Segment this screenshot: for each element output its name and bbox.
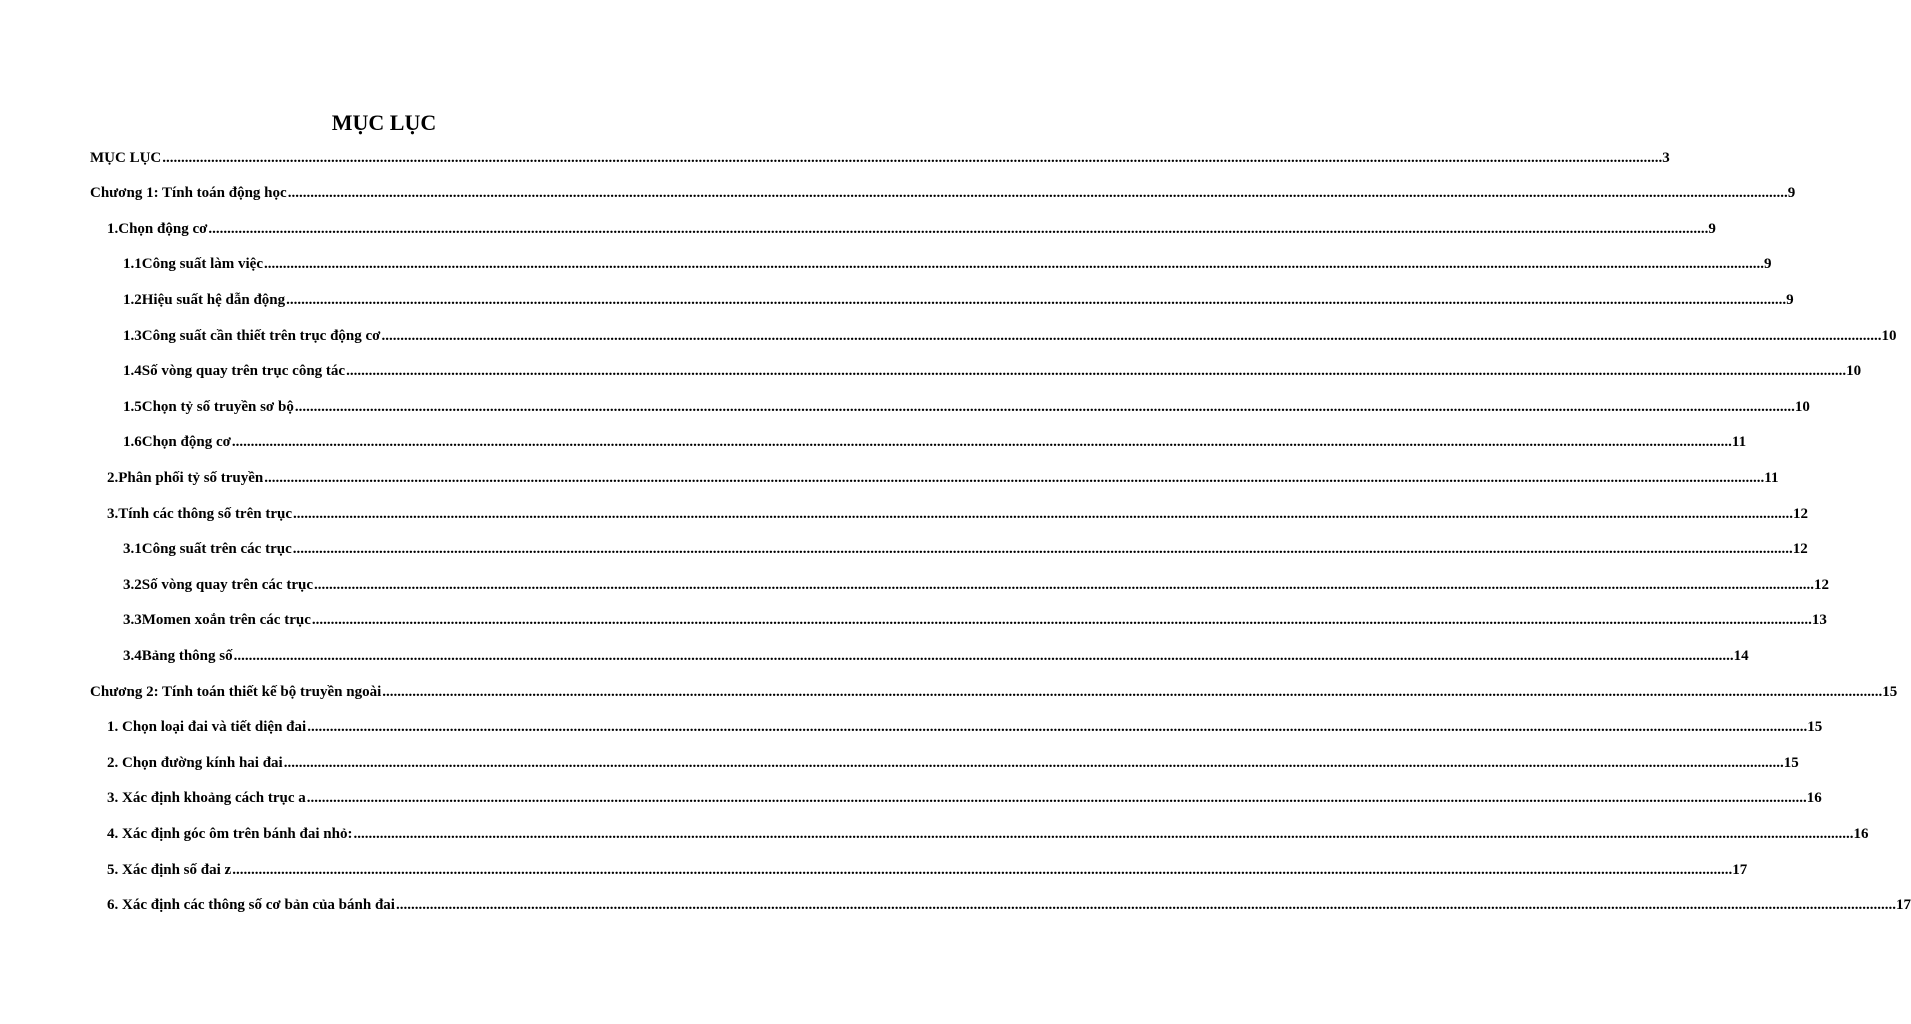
toc-entry-label: Công suất làm việc (141, 256, 263, 273)
toc-entry-page-number: 9 (1764, 256, 1772, 273)
toc-dot-leader: ................................................................................................................................................................................................................................................................................................................................................................................................................ (307, 719, 1808, 736)
toc-entry-number: 1.4 (123, 363, 142, 380)
toc-entry-label: Hiệu suất hệ dẫn động (141, 291, 286, 308)
toc-entry-label: 4. Xác định góc ôm trên bánh đai nhỏ: (107, 825, 353, 842)
toc-entry-label: 1. Chọn loại đai và tiết diện đai (107, 719, 307, 736)
toc-entry[interactable] (123, 389, 1810, 425)
toc-entry[interactable] (107, 496, 1808, 532)
toc-dot-leader: ................................................................................................................................................................................................................................................................................................................................................................................................................ (353, 825, 1854, 842)
toc-entry-label: Số vòng quay trên trục công tác (141, 363, 346, 380)
toc-dot-leader: ................................................................................................................................................................................................................................................................................................................................................................................................................ (233, 647, 1734, 664)
toc-entry-number: 1.2 (123, 291, 142, 308)
toc-dot-leader: ................................................................................................................................................................................................................................................................................................................................................................................................................ (162, 149, 1663, 166)
toc-entry[interactable] (107, 710, 1823, 746)
toc-entry-number: 2. (107, 469, 119, 486)
toc-entry[interactable] (123, 532, 1808, 568)
toc-dot-leader: ................................................................................................................................................................................................................................................................................................................................................................................................................ (294, 398, 1795, 415)
toc-entry[interactable] (107, 745, 1799, 781)
toc-entry-page-number: 11 (1731, 434, 1747, 451)
toc-dot-leader: ................................................................................................................................................................................................................................................................................................................................................................................................................ (314, 576, 1814, 593)
toc-dot-leader: ................................................................................................................................................................................................................................................................................................................................................................................................................ (382, 683, 1883, 700)
toc-entry[interactable] (123, 567, 1829, 603)
toc-entry-number: 3.1 (123, 541, 142, 558)
toc-dot-leader: ................................................................................................................................................................................................................................................................................................................................................................................................................ (231, 434, 1732, 451)
toc-dot-leader: ................................................................................................................................................................................................................................................................................................................................................................................................................ (287, 185, 1788, 202)
toc-entry-number: 1. (107, 220, 119, 237)
toc-entry-number: 3.3 (123, 612, 142, 629)
toc-dot-leader: ................................................................................................................................................................................................................................................................................................................................................................................................................ (293, 505, 1793, 522)
toc-entry-label: Tính các thông số trên trục (118, 505, 292, 522)
toc-dot-leader: ................................................................................................................................................................................................................................................................................................................................................................................................................ (346, 363, 1847, 380)
toc-entry-page-number: 12 (1792, 541, 1808, 558)
toc-entry-label: Chọn động cơ (118, 220, 208, 237)
toc-entry-page-number: 10 (1846, 363, 1862, 380)
toc-entry[interactable] (107, 211, 1716, 247)
toc-entry-page-number: 12 (1793, 505, 1808, 522)
toc-entry-page-number: 3 (1662, 149, 1670, 166)
toc-entry-number: 3. (107, 505, 119, 522)
toc-entry-number: 1.6 (123, 434, 142, 451)
toc-entry-page-number: 15 (1783, 754, 1799, 771)
toc-entry[interactable] (107, 460, 1779, 496)
toc-entry-page-number: 16 (1853, 825, 1869, 842)
toc-dot-leader: ................................................................................................................................................................................................................................................................................................................................................................................................................ (264, 469, 1765, 486)
toc-dot-leader: ................................................................................................................................................................................................................................................................................................................................................................................................................ (381, 327, 1882, 344)
toc-entry-page-number: 15 (1807, 719, 1823, 736)
toc-entry[interactable] (107, 816, 1869, 852)
toc-entry-label: Công suất cần thiết trên trục động cơ (141, 327, 381, 344)
toc-entry-page-number: 9 (1786, 291, 1794, 308)
toc-entry-label: Công suất trên các trục (141, 541, 292, 558)
toc-dot-leader: ................................................................................................................................................................................................................................................................................................................................................................................................................ (283, 754, 1784, 771)
toc-entry[interactable] (90, 140, 1670, 176)
toc-entry-label: 5. Xác định số đai z (107, 861, 232, 878)
toc-dot-leader: ................................................................................................................................................................................................................................................................................................................................................................................................................ (208, 220, 1709, 237)
toc-entry-page-number: 17 (1895, 897, 1911, 914)
toc-entry-page-number: 9 (1787, 185, 1796, 202)
toc-entry-page-number: 9 (1708, 220, 1716, 237)
toc-entry-page-number: 12 (1814, 576, 1829, 593)
toc-entry-page-number: 15 (1882, 683, 1898, 700)
toc-entry-page-number: 16 (1806, 790, 1822, 807)
toc-entry-label: 2. Chọn đường kính hai đai (107, 754, 283, 771)
toc-entry[interactable] (90, 674, 1898, 710)
toc-entry-page-number: 14 (1733, 647, 1749, 664)
toc-entry-page-number: 11 (1764, 469, 1779, 486)
toc-entry-page-number: 13 (1811, 612, 1827, 629)
toc-dot-leader: ................................................................................................................................................................................................................................................................................................................................................................................................................ (232, 861, 1733, 878)
toc-entry-number: 1.1 (123, 256, 142, 273)
toc-entry[interactable] (123, 638, 1749, 674)
toc-dot-leader: ................................................................................................................................................................................................................................................................................................................................................................................................................ (311, 612, 1812, 629)
toc-entry-label: 6. Xác định các thông số cơ bản của bánh đai (107, 897, 395, 914)
toc-entry-label: Bảng thông số (141, 647, 233, 664)
toc-entry-label: Chương 1: Tính toán động học (90, 185, 287, 202)
toc-entry-label: Chọn tỷ số truyền sơ bộ (141, 398, 294, 415)
toc-entry-label: 3. Xác định khoảng cách trục a (107, 790, 306, 807)
toc-entry[interactable] (123, 603, 1827, 639)
toc-entry[interactable] (123, 247, 1772, 283)
page-title: MỤC LỤC (331, 110, 437, 135)
toc-dot-leader: ................................................................................................................................................................................................................................................................................................................................................................................................................ (306, 790, 1807, 807)
toc-entry-label: MỤC LỤC (90, 149, 162, 166)
toc-entry[interactable] (123, 318, 1897, 354)
toc-entry[interactable] (123, 354, 1862, 390)
toc-entry-label: Chương 2: Tính toán thiết kế bộ truyền ngoài (90, 683, 382, 700)
toc-entry-number: 1.5 (123, 398, 142, 415)
toc-entry-label: Phân phối tỷ số truyền (118, 469, 264, 486)
toc-entry-label: Số vòng quay trên các trục (141, 576, 313, 593)
toc-dot-leader: ................................................................................................................................................................................................................................................................................................................................................................................................................ (264, 256, 1764, 273)
toc-entry[interactable] (107, 888, 1911, 924)
toc-entry[interactable] (123, 425, 1747, 461)
toc-entry-number: 3.4 (123, 647, 142, 664)
toc-entry-number: 3.2 (123, 576, 142, 593)
toc-entry-page-number: 10 (1794, 398, 1810, 415)
toc-entry-label: Momen xoắn trên các trục (141, 612, 311, 629)
toc-entry[interactable] (107, 781, 1822, 817)
toc-entry[interactable] (107, 852, 1748, 888)
toc-dot-leader: ................................................................................................................................................................................................................................................................................................................................................................................................................ (292, 541, 1793, 558)
toc-entry[interactable] (90, 176, 1796, 212)
toc-dot-leader: ................................................................................................................................................................................................................................................................................................................................................................................................................ (286, 291, 1787, 308)
toc-entry-number: 1.3 (123, 327, 142, 344)
toc-entry-label: Chọn động cơ (141, 434, 231, 451)
toc-entry-page-number: 17 (1732, 861, 1748, 878)
toc-entry[interactable] (123, 282, 1794, 318)
toc-entry-page-number: 10 (1881, 327, 1897, 344)
toc-dot-leader: ................................................................................................................................................................................................................................................................................................................................................................................................................ (395, 897, 1896, 914)
